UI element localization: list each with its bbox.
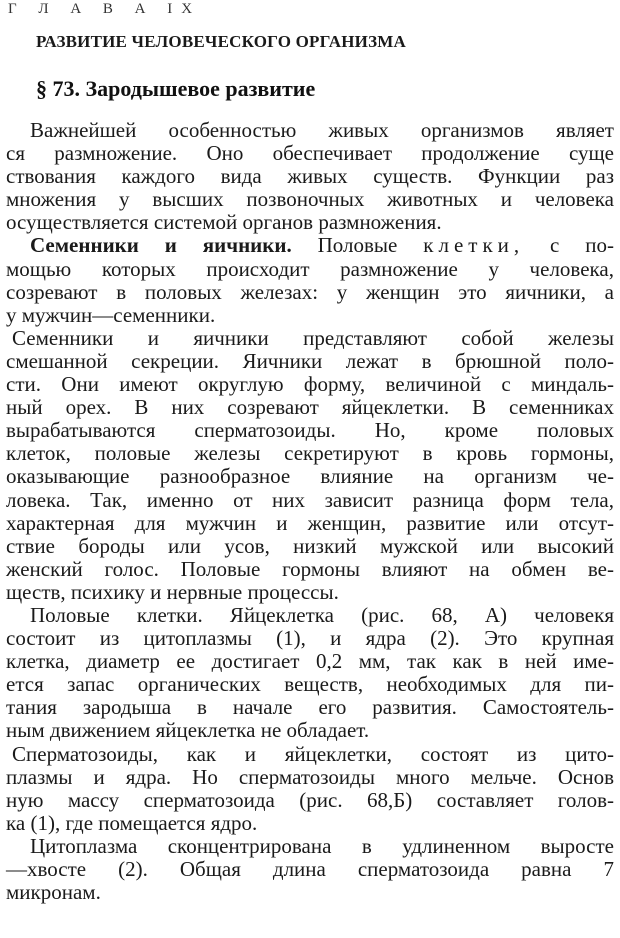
- text-line: состоит из цитоплазмы (1), и ядра (2). Это крупная: [6, 626, 614, 651]
- body-text: [6, 119, 614, 904]
- text-line: микронам.: [6, 880, 101, 905]
- text-line: мощью которых происходит размножение у человека,: [6, 256, 614, 281]
- text-line: —хвосте (2). Общая длина сперматозоида равна 7: [6, 857, 614, 881]
- text-line: тания зародыша в начале его развития. Самостоятель-: [6, 695, 614, 720]
- text-line: ется запас органических веществ, необходимых для пи-: [6, 672, 614, 697]
- text-line: клетка, диаметр ее достигает 0,2 мм, так как в ней име-: [6, 649, 614, 674]
- text-line: вырабатываются сперматозоиды. Но, кроме половых: [6, 418, 614, 443]
- text-fragment: с по-: [524, 233, 615, 258]
- spaced-term: клетки,: [423, 233, 525, 258]
- chapter-title: РАЗВИТИЕ ЧЕЛОВЕЧЕСКОГО ОРГАНИЗМА: [36, 32, 406, 51]
- text-line: ществ, психику и нервные процессы.: [6, 579, 339, 604]
- text-line: оказывающие разнообразное влияние на организм че-: [6, 464, 614, 489]
- text-line: [6, 234, 614, 257]
- text-fragment: Половые: [291, 233, 424, 258]
- text-line: ный орех. В них созревают яйцеклетки. В семенниках: [6, 395, 614, 420]
- text-line: женский голос. Половые гормоны влияют на обмен ве-: [6, 556, 614, 581]
- text-line: ную массу сперматозоида (рис. 68,Б) составляет голов-: [6, 787, 614, 812]
- text-line: Сперматозоиды, как и яйцеклетки, состоят из цито-: [12, 741, 614, 766]
- text-line: у мужчин—семенники.: [6, 302, 216, 327]
- chapter-label: Г Л А В А IX: [8, 1, 202, 17]
- text-line: плазмы и ядра. Но сперматозоиды много мельче. Основ: [6, 764, 614, 789]
- text-line: ным движением яйцеклетка не обладает.: [6, 718, 370, 743]
- text-line: ствования каждого вида живых существ. Функции раз: [6, 164, 614, 189]
- text-line: Половые клетки. Яйцеклетка (рис. 68, А) человекя: [30, 602, 614, 627]
- text-line: характерная для мужчин и женщин, развитие или отсут-: [6, 510, 614, 535]
- text-line: множения у высших позвоночных животных и человека: [6, 187, 614, 212]
- text-line: Важнейшей особенностью живых организмов являет: [30, 118, 614, 142]
- text-line: сти. Они имеют округлую форму, величиной с миндаль-: [6, 372, 614, 397]
- text-line: ствие бороды или усов, низкий мужской или высокий: [6, 533, 614, 558]
- text-line: созревают в половых железах: у женщин это яичники, а: [6, 279, 614, 304]
- text-line: смешанной секреции. Яичники лежат в брюшной поло-: [6, 348, 614, 373]
- text-line: ловека. Так, именно от них зависит разница форм тела,: [6, 487, 614, 512]
- text-line: Семенники и яичники представляют собой железы: [12, 325, 614, 350]
- text-line: клеток, половые железы секретируют в кровь гормоны,: [6, 441, 614, 466]
- text-line: осуществляется системой органов размножения.: [6, 210, 442, 235]
- section-title: § 73. Зародышевое развитие: [36, 76, 316, 101]
- text-line: ся размножение. Оно обеспечивает продолжение суще: [6, 141, 614, 166]
- text-line: ка (1), где помещается ядро.: [6, 810, 258, 835]
- text-line: Цитоплазма сконцентрирована в удлиненном выросте: [30, 833, 614, 858]
- bold-heading: Семенники и яичники.: [30, 233, 292, 258]
